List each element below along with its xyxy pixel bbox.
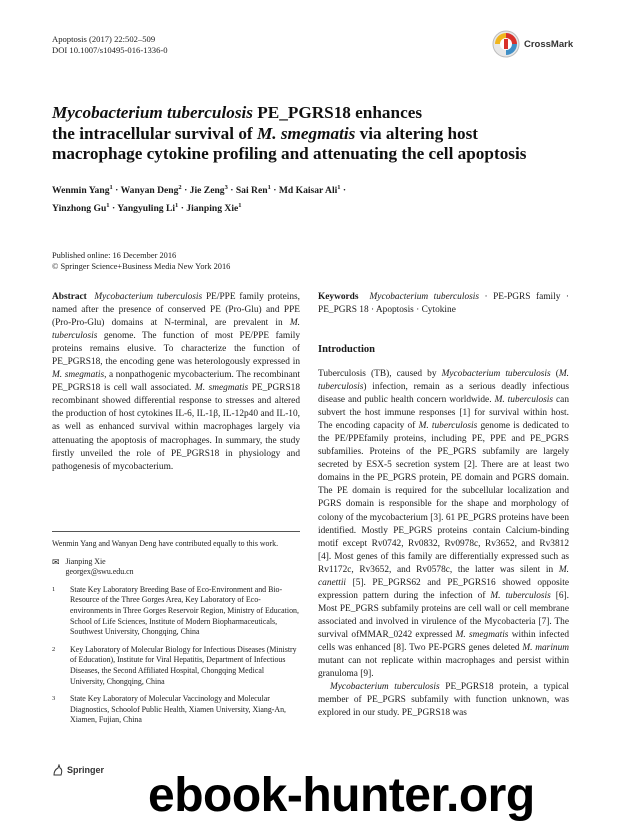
springer-logo: [52, 764, 104, 776]
abstract: [52, 291, 300, 474]
footnote-divider: [52, 531, 300, 532]
author-name[interactable]: Wenmin Yang: [52, 185, 110, 197]
title-line2-b: via altering host: [355, 123, 479, 143]
title-line1: PE_PGRS18 enhances: [253, 103, 423, 122]
author-name[interactable]: Md Kaisar Ali: [278, 185, 338, 197]
introduction-body: [318, 368, 569, 720]
author-affiliation-number: 1: [238, 202, 242, 210]
keywords-text: Mycobacterium tuberculosis · PE-PGRS family · PE_PGRS 18 · Apoptosis · Cytokine: [318, 292, 569, 315]
publication-info: [52, 250, 230, 272]
affiliation: [52, 645, 300, 687]
introduction-heading: Introduction: [318, 344, 375, 355]
keywords-label: Keywords: [318, 292, 359, 302]
article-title: [52, 103, 572, 165]
author-affiliation-number: 1: [267, 184, 271, 191]
doi[interactable]: DOI 10.1007/s10495-016-1336-0: [52, 45, 168, 55]
journal-header: [52, 34, 168, 56]
corresponding-email[interactable]: georgex@swu.edu.cn: [65, 567, 134, 577]
corresponding-author: [52, 557, 300, 578]
crossmark-label: CrossMark: [524, 38, 574, 50]
corresponding-name: Jianping Xie: [65, 556, 106, 566]
affiliation-number: 2: [52, 645, 56, 653]
watermark: ebook-hunter.org: [148, 769, 535, 822]
title-organism: Mycobacterium tuberculosis: [52, 103, 253, 122]
author-name[interactable]: Yinzhong Gu: [52, 203, 107, 215]
intro-paragraph-2: Mycobacterium tuberculosis PE_PGRS18 protein, a typical member of PE_PGRS subfamily with function unknown, was explored in our study. PE_PGRS18 was: [318, 682, 569, 719]
author-name[interactable]: Jianping Xie: [186, 203, 239, 215]
publisher-name: Springer: [67, 765, 105, 775]
contribution-note: Wenmin Yang and Wanyan Deng have contributed equally to this work.: [52, 539, 279, 548]
affiliation-list: [52, 585, 300, 726]
crossmark-icon: [492, 30, 520, 58]
abstract-label: Abstract: [52, 292, 87, 302]
author-name[interactable]: Jie Zeng: [189, 185, 225, 197]
footnotes: [52, 539, 300, 733]
author-affiliation-number: 1: [106, 202, 110, 210]
title-line2-a: the intracellular survival of: [52, 123, 257, 143]
author-name[interactable]: Yangyuling Li: [117, 203, 176, 215]
affiliation-number: 1: [52, 585, 56, 593]
copyright: © Springer Science+Business Media New York 2016: [52, 262, 231, 271]
author-affiliation-number: 1: [175, 202, 179, 210]
published-date: Published online: 16 December 2016: [52, 251, 177, 260]
affiliation: [52, 694, 300, 726]
author-affiliation-number: 2: [178, 184, 182, 191]
affiliation-text: Key Laboratory of Molecular Biology for Infectious Diseases (Ministry of Education), Institute for Viral Hepatitis, Department of Infectious Diseases, the Second Affiliated Hospital, Chongqing Medical University, Chongqing, China: [70, 644, 297, 686]
author-list: Wenmin Yang$^1$ · Wanyan Deng$^2$ · Jie Zeng$^3$ · Sai Ren$^1$ · Md Kaisar Ali$^1$ · Yinzhong $Gu^1$ · Yangyuling $Li^1$ · Jianping Xie$^1$: [52, 184, 347, 215]
author-affiliation-number: 1: [109, 184, 113, 191]
intro-paragraph-1: Tuberculosis (TB), caused by Mycobacterium tuberculosis (M. tuberculosis) infection, remain as a serious deadly infectious disease and public health concern worldwide. M. tuberculosis can subvert the host immune responses [1] for survival within host. The encoding capacity of M. tuberculosis genome is dedicated to the PE/PPEfamily proteins, including PE, PPE and PE_PGRS subfamilies. Proteins of the PE_PGRS subfamily are largely secreted by ESX-5 secretion system [2]. There are at least two domains in the PE_PGRS protein, PE domain and PGRS domain. The PE domain is required for the subcellular localization and PGRS domain is responsible for the shape and morphology of colony of the mycobacterium [3]. 61 PE_PGRS proteins have been identified. Mostly PE_PGRS proteins contain Calcium-binding motif except Rv0742, Rv0832, Rv0978c, Rv3652, and Rv3812 [4]. Most genes of this family are differentially expressed such as Rv1172c, Rv3652, and Rv0578c, the latter was silent in M. canettii [5]. PE_PGRS62 and PE_PGRS16 showed opposite expression pattern during the infection of M. tuberculosis [6]. Most PE_PGRS subfamily proteins are cell wall or cell membrane associated and involved in virulence of the Mycobacteria [7]. The survival ofMMAR_0242 expressed M. smegmatis within infected cells was enhanced [8]. Two PE-PGRS genes deleted M. marinum mutant can not replicate within macrophages and persist within granuloma [9].: [318, 369, 570, 680]
title-line2-organism: M. smegmatis: [256, 123, 356, 143]
title-line3: macrophage cytokine profiling and attenuating the cell apoptosis: [52, 144, 527, 163]
abstract-text: Mycobacterium tuberculosis PE/PPE family proteins, named after the presence of conserved PE (Pro-Glu) and PPE (Pro-Pro-Glu) domains at N-terminal, are prevalent in M. tuberculosis genome. The function of most PE/PPE family proteins remains elusive. To characterize the function of PE_PGRS18, the encoding gene was heterologously expressed in M. smegmatis, a nonpathogenic mycobacterium. The recombinant PE_PGRS18 is cell wall associated. M. smegmatis PE_PGRS18 recombinant showed differential response to stresses and altered the production of host cytokines IL-6, IL-1β, IL-12p40 and IL-10, as well as enhanced survival within macrophages largely via attenuating the apoptosis of macrophages. In summary, the study firstly unveiled the role of PE_PGRS18 in physiology and pathogenesis of mycobacterium.: [52, 292, 301, 472]
springer-horse-icon: [52, 764, 64, 776]
affiliation: [52, 585, 300, 638]
affiliation-text: State Key Laboratory Breeding Base of Eco-Environment and Bio-Resource of the Three Gorges Area, Key Laboratory of Eco-environments in Three Gorges Reservoir Region, Ministry of Education, School of Life Sciences, Institute of Modern Biopharmaceuticals, Southwest University, Chongqing, China: [70, 584, 299, 637]
journal-citation: Apoptosis (2017) 22:502–509: [52, 34, 156, 44]
affiliation-number: 3: [52, 695, 56, 703]
envelope-icon: ✉: [52, 556, 60, 567]
affiliation-text: State Key Laboratory of Molecular Vaccinology and Molecular Diagnostics, Schoolof Public Health, Xiamen University, Xiang-An, Xiamen, Fujian, China: [70, 694, 287, 725]
keywords: [318, 291, 569, 317]
author-affiliation-number: 3: [224, 184, 228, 191]
author-affiliation-number: 1: [337, 184, 341, 191]
author-name[interactable]: Sai Ren: [235, 185, 268, 197]
crossmark-badge[interactable]: [492, 30, 573, 58]
author-name[interactable]: Wanyan Deng: [120, 185, 179, 197]
